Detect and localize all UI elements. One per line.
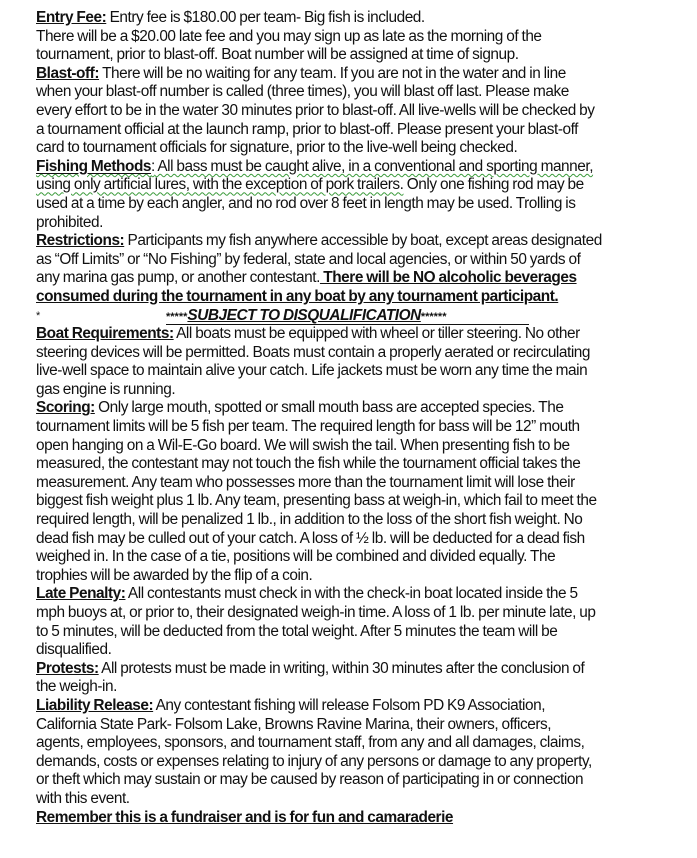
disqualification-notice [36,307,686,326]
section-liability-release [36,697,686,809]
alcohol-warning-continued: consumed during the tournament in any boat by any tournament participant. [36,287,559,305]
text-line: Any contestant fishing will release Folsom PD K9 Association, [153,696,546,714]
text-line: mph buoys at, or prior to, their designated weigh-in time. A loss of 1 lb. per minute late, up [36,604,596,621]
text-line: Only one fishing rod may be [403,176,584,194]
text-line: All boats must be equipped with wheel or tiller steering. No other [173,325,580,343]
text-line: used at a time by each angler, and no rod over 8 feet in length may be used. Trolling is [36,194,576,212]
text-line: required length, will be penalized 1 lb., in addition to the loss of the short fish weight. No [36,511,583,529]
text-line: All bass must be caught alive, in a conventional and sporting manner, [154,157,594,175]
text-line: Entry fee is $180.00 per team- Big fish is included. [106,9,425,26]
section-protests [36,660,686,697]
grammar-flagged-text[interactable] [36,158,593,175]
text-line: when your blast-off number is called (three times), you will blast off last. Please make [36,83,569,101]
heading-fishing-methods: Fishing Methods [36,157,152,175]
text-line: weighed in. In the case of a tie, positions will be combined and divided equally. The [36,548,556,566]
section-scoring [36,399,686,585]
alcohol-warning: There will be NO alcoholic beverages [319,269,577,287]
grammar-flagged-text[interactable]: using only artificial lures, with the exception of pork trailers. [36,176,404,194]
text-line: or theft which may sustain or may be caused by reason of participating in or connection [36,771,584,789]
section-restrictions [36,232,686,306]
lead-asterisk: * [36,309,40,322]
heading-liability-release: Liability Release: [36,696,154,714]
text-line: tournament, prior to blast-off. Boat number will be assigned at time of signup. [36,46,519,64]
heading-protests: Protests: [36,659,99,677]
heading-boat-requirements: Boat Requirements: [36,325,174,343]
asterisks-right: ****** [420,310,447,323]
text-line: All contestants must check in with the check-in boat located inside the 5 [125,585,578,603]
heading-late-penalty: Late Penalty: [36,585,126,603]
text-line: every effort to be in the water 30 minutes prior to blast-off. All live-wells will be checked by [36,101,595,119]
text-line: prohibited. [36,213,103,231]
text-line: any marina gas pump, or another contestant. [36,269,320,287]
heading-blast-off: Blast-off: [36,64,100,82]
text-line: demands, costs or expenses relating to injury of any persons or damage to any property, [36,752,592,770]
text-line: to 5 minutes, will be deducted from the total weight. After 5 minutes the team will be [36,622,558,640]
text-line: tournament limits will be 5 fish per team. The required length for bass will be 12” mouth [36,418,580,436]
text-line: biggest fish weight plus 1 lb. Any team, presenting bass at weigh-in, which fail to meet the [36,492,597,510]
text-line: live-well space to maintain alive your catch. Life jackets must be worn any time the main [36,362,588,380]
text-line: with this event. [36,789,130,807]
section-fishing-methods [36,158,686,232]
section-blast-off [36,65,686,158]
closing-statement: Remember this is a fundraiser and is for fun and camaraderie [36,808,454,826]
heading-scoring: Scoring: [36,399,95,417]
text-line: measured, the contestant may not touch the fish while the tournament official takes the [36,455,581,473]
text-line: as “Off Limits” or “No Fishing” by federal, state and local agencies, or within 50 yards of [36,250,581,268]
text-line: All protests must be made in writing, within 30 minutes after the conclusion of [98,659,585,677]
underline-rule [166,324,529,326]
asterisks-left: ***** [166,310,188,323]
text-line: a tournament official at the launch ramp, prior to blast-off. Please present your blast-off [36,120,578,138]
text-line: steering devices will be permitted. Boats must contain a properly aerated or recirculating [36,343,591,361]
tournament-rules-document [36,9,686,827]
text-line: Participants my fish anywhere accessible by boat, except areas designated [124,232,602,250]
disqualification-title: SUBJECT TO DISQUALIFICATION [187,306,421,324]
text-line: disqualified. [36,641,112,659]
section-late-penalty [36,585,686,659]
text-line: dead fish may be culled out of your catch. A loss of ½ lb. will be deducted for a dead fish [36,529,585,547]
section-boat-requirements [36,325,686,399]
text-line: There will be no waiting for any team. If you are not in the water and in line [99,64,566,82]
text-line: open hanging on a Wil-E-Go board. We will swish the tail. When presenting fish to be [36,436,570,454]
heading-suffix: : [151,157,155,175]
text-line: measurement. Any team who possesses more than the tournament limit will lose their [36,473,575,491]
text-line: There will be a $20.00 late fee and you may sign up as late as the morning of the [36,27,542,45]
text-line: card to tournament officials for signature, prior to the live-well being checked. [36,139,518,157]
heading-entry-fee: Entry Fee: [36,9,107,26]
text-line: Only large mouth, spotted or small mouth bass are accepted species. The [94,399,564,417]
text-line: California State Park- Folsom Lake, Browns Ravine Marina, their owners, officers, [36,715,552,733]
section-entry-fee [36,9,686,65]
text-line: agents, employees, sponsors, and tournament staff, from any and all damages, claims, [36,734,585,752]
text-line: gas engine is running. [36,380,176,398]
text-line: the weigh-in. [36,678,117,696]
heading-restrictions: Restrictions: [36,232,125,250]
text-line: trophies will be awarded by the flip of a coin. [36,566,313,584]
